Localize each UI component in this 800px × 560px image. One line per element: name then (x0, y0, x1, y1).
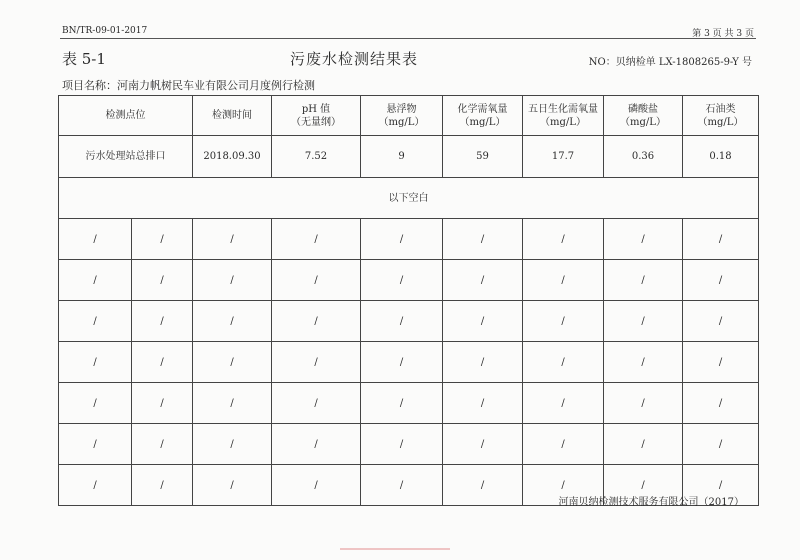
slash-cell: / (59, 383, 132, 424)
slash-cell: / (443, 301, 523, 342)
slash-cell: / (523, 301, 604, 342)
slash-cell: / (683, 424, 759, 465)
slash-cell: / (523, 219, 604, 260)
slash-cell: / (132, 424, 193, 465)
footer-organization: 河南贝纳检测技术服务有限公司（2017） (558, 497, 744, 508)
header-row (59, 96, 759, 136)
table-row (59, 342, 759, 383)
slash-cell: / (59, 342, 132, 383)
table-row (59, 301, 759, 342)
table-row (59, 260, 759, 301)
slash-cell: / (443, 260, 523, 301)
header-phosphate: 磷酸盐 （mg/L） (604, 96, 683, 136)
table-label: 表 5-1 (62, 50, 106, 68)
cell-cod: 59 (443, 136, 523, 178)
slash-cell: / (523, 260, 604, 301)
slash-cell: / (59, 465, 132, 506)
slash-cell: / (604, 219, 683, 260)
slash-cell: / (683, 301, 759, 342)
table-row (59, 136, 759, 178)
slash-cell: / (523, 342, 604, 383)
slash-cell: / (272, 342, 361, 383)
slash-cell: / (604, 383, 683, 424)
cell-ss: 9 (361, 136, 443, 178)
cell-location: 污水处理站总排口 (59, 136, 193, 178)
slash-cell: / (361, 260, 443, 301)
slash-cell: / (193, 424, 272, 465)
blank-note-row (59, 178, 759, 219)
slash-cell: / (361, 424, 443, 465)
stamp-mark (340, 548, 450, 560)
cell-ph: 7.52 (272, 136, 361, 178)
slash-cell: / (132, 383, 193, 424)
blank-note: 以下空白 (59, 178, 759, 219)
report-title: 污废水检测结果表 (290, 50, 419, 68)
slash-cell: / (683, 342, 759, 383)
table-row (59, 383, 759, 424)
slash-cell: / (193, 219, 272, 260)
slash-cell: / (604, 424, 683, 465)
slash-cell: / (193, 301, 272, 342)
slash-cell: / (361, 301, 443, 342)
slash-cell: / (523, 465, 604, 506)
slash-cell: / (361, 219, 443, 260)
slash-cell: / (59, 219, 132, 260)
slash-cell: / (361, 342, 443, 383)
slash-cell: / (443, 465, 523, 506)
header-ss: 悬浮物 （mg/L） (361, 96, 443, 136)
slash-cell: / (683, 260, 759, 301)
header-location: 检测点位 (59, 96, 193, 136)
slash-cell: / (272, 383, 361, 424)
slash-cell: / (272, 219, 361, 260)
slash-cell: / (443, 219, 523, 260)
slash-cell: / (132, 342, 193, 383)
slash-cell: / (604, 465, 683, 506)
slash-cell: / (59, 260, 132, 301)
slash-cell: / (59, 424, 132, 465)
slash-cell: / (443, 424, 523, 465)
header-cod: 化学需氧量 （mg/L） (443, 96, 523, 136)
cell-time: 2018.09.30 (193, 136, 272, 178)
slash-cell: / (683, 383, 759, 424)
slash-cell: / (193, 383, 272, 424)
header-rule (60, 38, 756, 39)
slash-cell: / (132, 260, 193, 301)
header-ph: pH 值 （无量纲） (272, 96, 361, 136)
slash-cell: / (132, 465, 193, 506)
slash-cell: / (443, 342, 523, 383)
slash-cell: / (193, 260, 272, 301)
report-number: NO：贝纳检单 LX-1808265-9-Y 号 (588, 57, 752, 68)
slash-cell: / (443, 383, 523, 424)
cell-bod5: 17.7 (523, 136, 604, 178)
slash-cell: / (604, 301, 683, 342)
project-name: 项目名称：河南力帆树民车业有限公司月度例行检测 (62, 79, 315, 92)
slash-cell: / (132, 219, 193, 260)
header-petroleum: 石油类 （mg/L） (683, 96, 759, 136)
header-bod5: 五日生化需氧量 （mg/L） (523, 96, 604, 136)
results-table (58, 95, 759, 506)
slash-cell: / (604, 260, 683, 301)
slash-cell: / (361, 383, 443, 424)
slash-cell: / (272, 260, 361, 301)
slash-cell: / (272, 301, 361, 342)
slash-cell: / (193, 342, 272, 383)
cell-phosphate: 0.36 (604, 136, 683, 178)
slash-cell: / (523, 383, 604, 424)
slash-cell: / (361, 465, 443, 506)
slash-cell: / (683, 465, 759, 506)
slash-cell: / (604, 342, 683, 383)
slash-cell: / (523, 424, 604, 465)
page-number: 第 3 页 共 3 页 (692, 29, 754, 39)
slash-cell: / (272, 465, 361, 506)
doc-code: BN/TR-09-01-2017 (62, 26, 148, 36)
header-time: 检测时间 (193, 96, 272, 136)
slash-cell: / (193, 465, 272, 506)
cell-petroleum: 0.18 (683, 136, 759, 178)
slash-cell: / (683, 219, 759, 260)
slash-cell: / (132, 301, 193, 342)
table-row (59, 424, 759, 465)
slash-cell: / (272, 424, 361, 465)
slash-cell: / (59, 301, 132, 342)
table-row (59, 219, 759, 260)
